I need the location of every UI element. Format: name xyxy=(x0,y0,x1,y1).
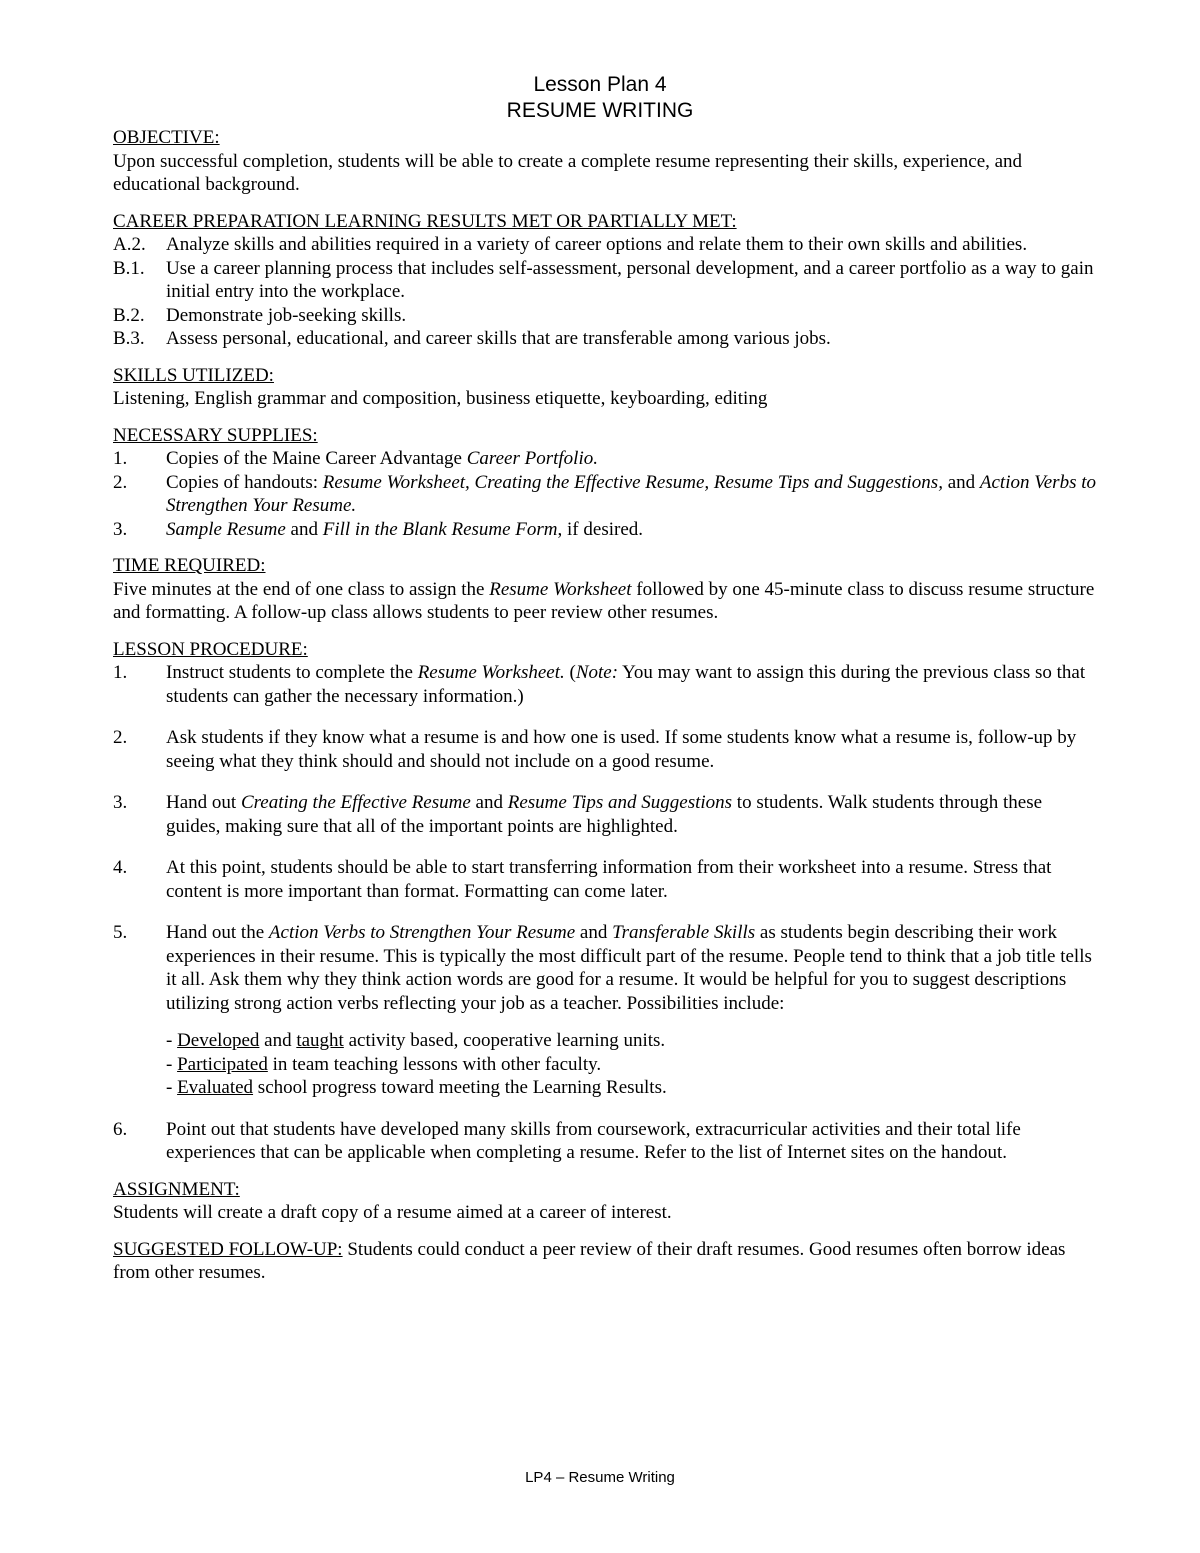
item-text: Copies of the Maine Career Advantage Career Portfolio. xyxy=(166,448,598,469)
item-number: 1. xyxy=(113,448,128,469)
bullet-item: - Participated in team teaching lessons with other faculty. xyxy=(166,1053,602,1075)
item-text: Sample Resume and Fill in the Blank Resume Form, if desired. xyxy=(166,518,644,540)
list-item xyxy=(113,471,1098,518)
skills-section xyxy=(113,364,1098,411)
item-text: Analyze skills and abilities required in a variety of career options and relate them to their own skills and abilities. xyxy=(166,234,1028,255)
list-item xyxy=(113,518,1098,542)
list-item xyxy=(113,233,1098,257)
step-number: 1. xyxy=(113,662,128,683)
time-text: Five minutes at the end of one class to assign the Resume Worksheet followed by one 45-minute class to discuss resume structure and formatting. A follow-up class allows students to peer review other resumes. xyxy=(113,578,1095,623)
procedure-step xyxy=(113,726,1098,773)
procedure-step xyxy=(113,921,1098,1100)
procedure-heading: LESSON PROCEDURE: xyxy=(113,638,308,660)
followup-section xyxy=(113,1238,1098,1285)
item-text: Assess personal, educational, and career skills that are transferable among various jobs. xyxy=(166,328,831,349)
time-heading: TIME REQUIRED: xyxy=(113,555,266,576)
item-number: B.2. xyxy=(113,304,145,326)
followup-text: Students could conduct a peer review of their draft resumes. Good resumes often borrow ideas from other resumes. xyxy=(113,1238,1066,1283)
page-footer: LP4 – Resume Writing xyxy=(525,1469,675,1486)
career-prep-heading: CAREER PREPARATION LEARNING RESULTS MET OR PARTIALLY MET: xyxy=(113,210,737,232)
list-item xyxy=(113,447,1098,471)
list-item xyxy=(113,327,1098,351)
assignment-section xyxy=(113,1178,1098,1225)
document-body xyxy=(113,126,1098,1298)
skills-heading: SKILLS UTILIZED: xyxy=(113,364,274,386)
supplies-heading: NECESSARY SUPPLIES: xyxy=(113,424,318,446)
skills-text: Listening, English grammar and composition, business etiquette, keyboarding, editing xyxy=(113,388,768,409)
item-number: 3. xyxy=(113,518,128,540)
document-title: Lesson Plan 4 xyxy=(533,73,667,96)
document-subtitle: RESUME WRITING xyxy=(506,99,694,122)
procedure-step xyxy=(113,856,1098,903)
list-item xyxy=(113,304,1098,328)
supplies-section xyxy=(113,424,1098,542)
step-text: Ask students if they know what a resume is and how one is used. If some students know what a resume is, follow-up by seeing what they think should and should not include on a good resume. xyxy=(166,727,1077,772)
step-text: Hand out the Action Verbs to Strengthen Your Resume and Transferable Skills as students begin describing their work experiences in their resume. This is typically the most difficult part of the resume. People tend to think that a job title tells it all. Ask them why they think action words are good for a resume. It would be helpful for you to suggest descriptions utilizing strong action verbs reflecting your job as a teacher. Possibilities include: - Developed and taught activity based, cooperative learning units. - Participated in team teaching lessons with other faculty. - Evaluated school progress toward meeting the Learning Results. xyxy=(166,921,1098,1100)
procedure-step xyxy=(113,661,1098,708)
step-text: Hand out Creating the Effective Resume and Resume Tips and Suggestions to students. Walk students through these guides, making sure that all of the important points are highlighted. xyxy=(166,792,1043,837)
item-text: Copies of handouts: Resume Worksheet, Creating the Effective Resume, Resume Tips and Suggestions, and Action Verbs to Strengthen Your Resume. xyxy=(166,471,1096,516)
assignment-heading: ASSIGNMENT: xyxy=(113,1178,240,1200)
title-block xyxy=(0,72,1200,124)
item-number: B.1. xyxy=(113,257,145,279)
step-number: 5. xyxy=(113,922,128,943)
example-bullets xyxy=(166,1029,1098,1100)
followup-heading: SUGGESTED FOLLOW-UP: xyxy=(113,1238,343,1260)
step-text: Point out that students have developed many skills from coursework, extracurricular activities and their total life experiences that can be applicable when completing a resume. Refer to the list of Internet sites on the handout. xyxy=(166,1118,1021,1163)
step-text: At this point, students should be able to start transferring information from their worksheet into a resume. Stress that content is more important than format. Formatting can come later. xyxy=(166,857,1052,902)
objective-heading: OBJECTIVE: xyxy=(113,127,220,148)
step-number: 6. xyxy=(113,1118,128,1140)
item-number: A.2. xyxy=(113,234,146,255)
career-prep-section xyxy=(113,210,1098,351)
item-number: B.3. xyxy=(113,328,145,349)
bullet-item: - Evaluated school progress toward meeting the Learning Results. xyxy=(166,1077,667,1098)
item-number: 2. xyxy=(113,471,128,493)
step-number: 2. xyxy=(113,727,128,748)
step-number: 4. xyxy=(113,857,128,878)
list-item xyxy=(113,257,1098,304)
time-section xyxy=(113,554,1098,625)
step-number: 3. xyxy=(113,792,128,813)
procedure-step xyxy=(113,1118,1098,1165)
bullet-item: - Developed and taught activity based, cooperative learning units. xyxy=(166,1030,666,1051)
assignment-text: Students will create a draft copy of a resume aimed at a career of interest. xyxy=(113,1202,672,1223)
objective-text: Upon successful completion, students will be able to create a complete resume representing their skills, experience, and educational background. xyxy=(113,150,1023,195)
procedure-section xyxy=(113,638,1098,1165)
objective-section xyxy=(113,126,1098,197)
item-text: Demonstrate job-seeking skills. xyxy=(166,304,407,326)
procedure-step xyxy=(113,791,1098,838)
step-text: Instruct students to complete the Resume Worksheet. (Note: You may want to assign this during the previous class so that students can gather the necessary information.) xyxy=(166,662,1086,707)
item-text: Use a career planning process that includes self-assessment, personal development, and a career portfolio as a way to gain initial entry into the workplace. xyxy=(166,257,1094,302)
